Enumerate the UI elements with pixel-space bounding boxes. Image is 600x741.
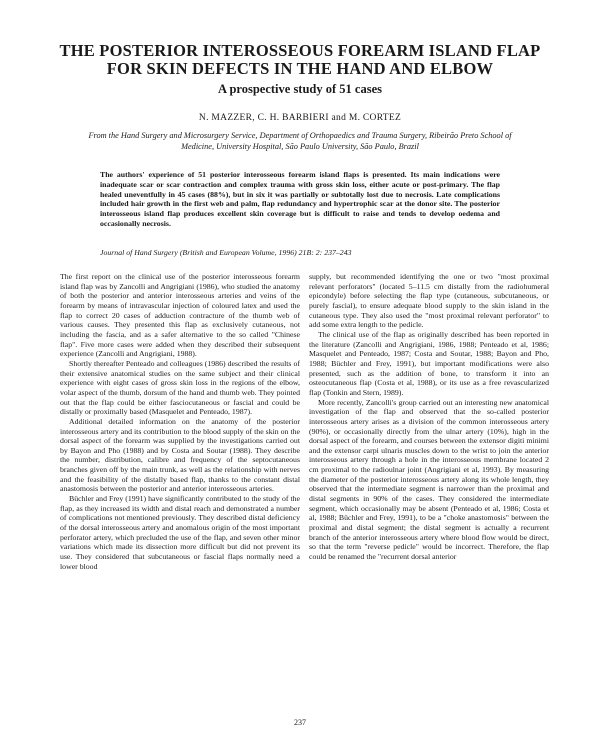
author-list: N. MAZZER, C. H. BARBIERI and M. CORTEZ <box>198 113 402 123</box>
article-title-line-2: FOR SKIN DEFECTS IN THE HAND AND ELBOW <box>106 59 494 78</box>
body-paragraph: supply, but recommended identifying the one or two "most proximal relevant perforators" (located 5–11.5 cm distally from the radiohumeral epicondyle) before selecting the flap type (cutaneous, subcutaneous, or purely fascial), to ensure adequate blood supply to the skin island in the cutaneous type. They also used the "most proximal relevant perforator" to add some extra length to the pedicle. <box>309 272 549 330</box>
body-paragraph: Büchler and Frey (1991) have significantly contributed to the study of the flap, as they increased its width and distal reach and demonstrated a number of complications not mentioned previously. They described distal deficiency of the dorsal interosseous artery and anomalous origin of the most important perforator artery, which precluded the use of the flap, and seven other minor variations which made its dissection more difficult but did not prevent its use. They considered that subcutaneous or fascial flaps normally need a lower blood <box>60 494 300 571</box>
abstract: The authors' experience of 51 posterior interosseous forearm island flaps is presented. Its main indications were inadequate scar or scar contraction and complex trauma with gross skin loss, either acute or post-primary. The flap healed uneventfully in 45 cases (88%), but in six it was partially or subtotally lost due to necrosis. Late complications included hair growth in the first web and palm, flap redundancy and hypertrophic scar at the donor site. The posterior interosseous island flap produces excellent skin coverage but is difficult to raise and tends to develop oedema and occasionally necrosis. <box>100 170 500 228</box>
page-number: 237 <box>294 718 306 727</box>
body-column-left <box>60 272 300 571</box>
article-title-line-1: THE POSTERIOR INTEROSSEOUS FOREARM ISLAND FLAP <box>59 41 541 60</box>
body-paragraph: Shortly thereafter Penteado and colleagues (1986) described the results of their extensive anatomical studies on the same subject and their clinical experience with eight cases of gross skin loss in the regions of the elbow, volar aspect of the thumb, dorsum of the hand and thumb web. They pointed out that the flap could be either fasciocutaneous or fascial and could be distally or proximally based (Masquelet and Penteado, 1987). <box>60 358 300 417</box>
body-column-right <box>309 272 549 562</box>
body-paragraph: Additional detailed information on the anatomy of the posterior interosseous artery and its contribution to the blood supply of the skin on the dorsal aspect of the forearm was supplied by the investigations carried out by Bayon and Pho (1988) and by Costa and Soutar (1988). They describe the number, distribution, calibre and frequency of the septocutaneous branches given off by the main trunk, as well as the relationship with nerves and the feasibility of the distally based flap, thanks to the constant distal anastomosis between the posterior and anterior interosseous arteries. <box>60 416 300 494</box>
body-paragraph: More recently, Zancolli's group carried out an interesting new anatomical investigation of the flap and observed that the so-called posterior interosseous artery arises as a division of the common interosseous artery (90%), or occasionally directly from the ulnar artery (10%), high in the dorsal aspect of the forearm, and courses between the extensor digiti minimi and the extensor carpi ulnaris muscles down to the wrist to join the anterior interosseous artery through a hole in the interosseous membrane located 2 cm proximal to the radioulnar joint (Angrigiani et al, 1993). By measuring the diameter of the posterior interosseous artery along its whole length, they observed that the intermediate segment is narrower than the proximal and distal segments in 90% of the cases. They considered the intermediate segment, which occasionally may be absent (Penteado et al, 1986; Costa et al, 1988; Büchler and Frey, 1991), to be a "choke anastomosis" between the proximal and distal segment; the distal segment is actually a recurrent branch of the anterior interosseous artery where blood flow would be direct, so that the term "reverse pedicle" would be incorrect. Therefore, the flap could be renamed the "recurrent dorsal anterior <box>309 397 549 562</box>
body-paragraph: The first report on the clinical use of the posterior interosseous forearm island flap was by Zancolli and Angrigiani (1986), who studied the anatomy of both the posterior and anterior interosseous arteries and veins of the forearm by means of intravascular injection of coloured latex and used the flap to correct 20 cases of adduction contracture of the thumb web of various causes. They presented this flap as exclusively cutaneous, not including the fascia, and as a safer alternative to the so called "Chinese flap". Five more cases were added when they described their subsequent experience (Zancolli and Angrigiani, 1988). <box>60 272 300 359</box>
body-paragraph: The clinical use of the flap as originally described has been reported in the literature (Zancolli and Angrigiani, 1986, 1988; Penteado et al, 1986; Masquelet and Penteado, 1987; Costa and Soutar, 1988; Bayon and Pho, 1988; Büchler and Frey, 1991), but important modifications were also presented, such as the addition of bone, to transform it into an osteocutaneous flap (Costa et al, 1988), or its use as a free revascularized flap (Tonkin and Stern, 1989). <box>309 329 549 397</box>
journal-citation: Journal of Hand Surgery (British and European Volume, 1996) 21B: 2: 237–243 <box>100 248 352 257</box>
article-subtitle: A prospective study of 51 cases <box>217 82 382 96</box>
author-affiliation: From the Hand Surgery and Microsurgery Service, Department of Orthopaedics and Trauma Surgery, Ribeirão Preto School of Medicine, University Hospital, São Paulo University, São Paulo, Brazil <box>88 131 512 151</box>
